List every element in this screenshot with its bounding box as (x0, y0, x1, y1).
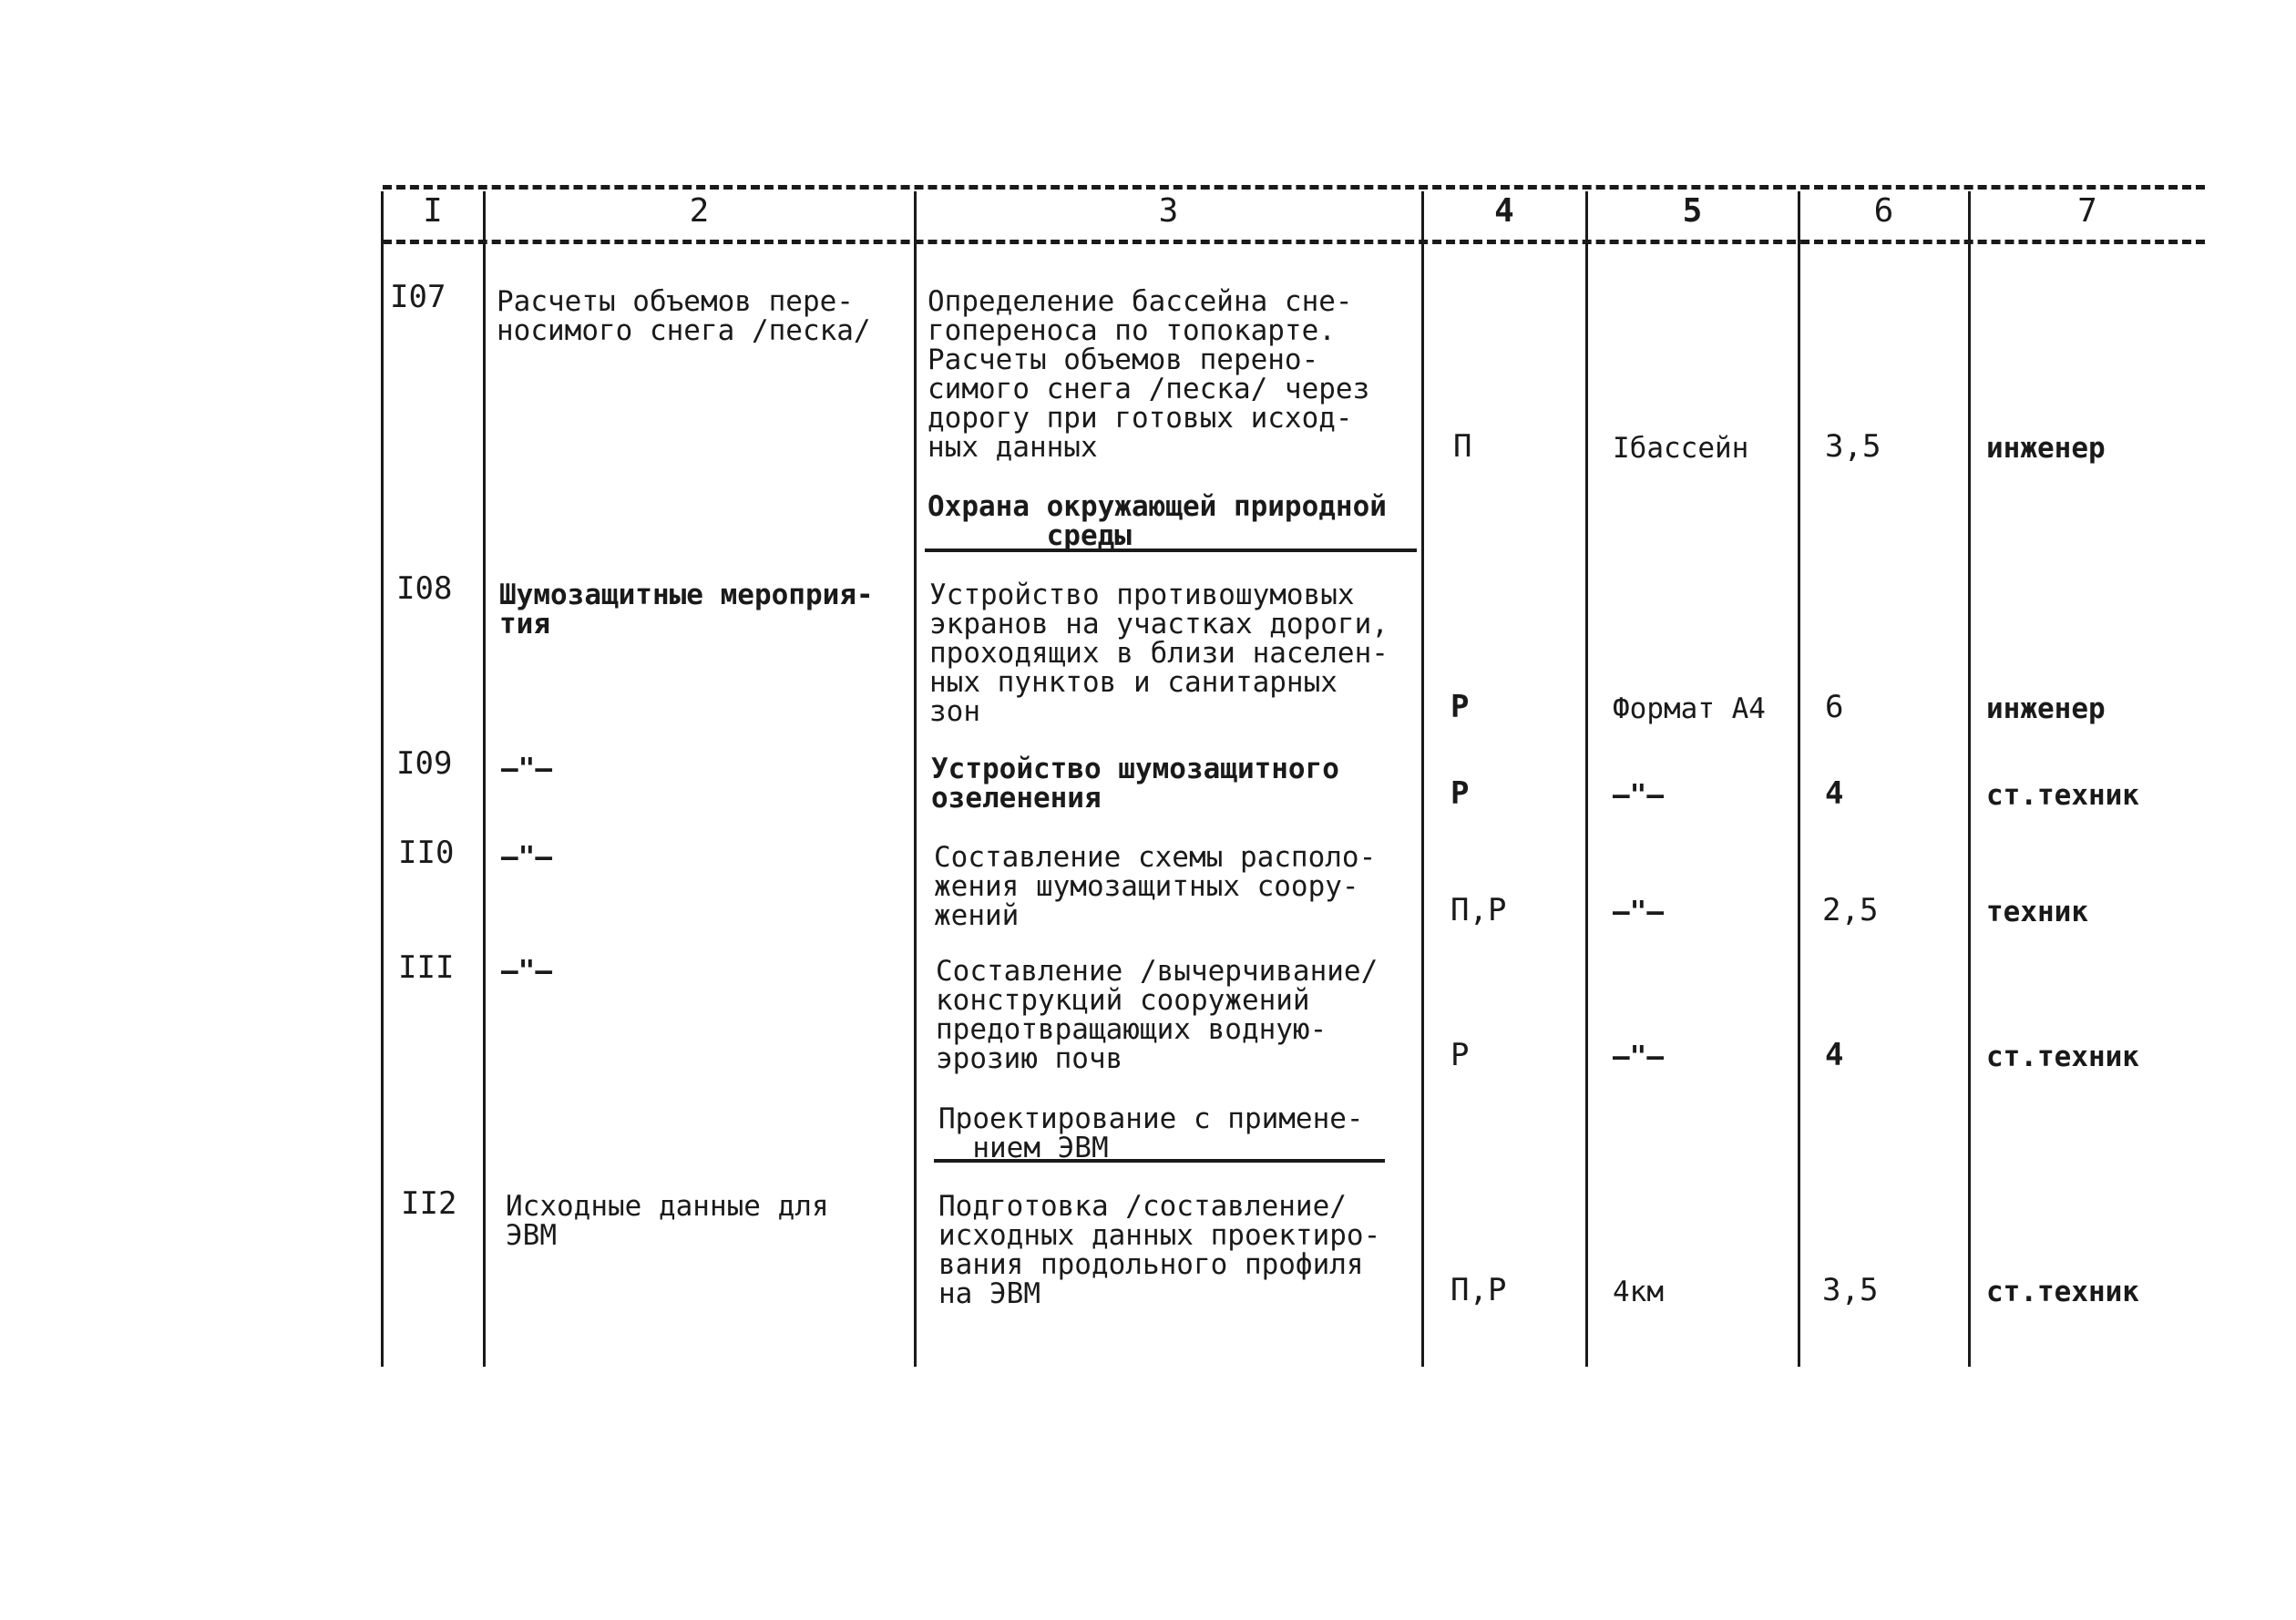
performer-cell: ст.техник (1986, 1276, 2139, 1308)
row-number: I09 (396, 745, 453, 782)
column-line-4 (1421, 191, 1424, 1367)
work-name: –"– (501, 955, 552, 988)
header-top-rule (383, 185, 2205, 190)
norm-cell: 4 (1825, 775, 1844, 812)
column-line-5 (1585, 191, 1588, 1367)
section-underline (925, 549, 1417, 552)
norm-cell: 2,5 (1822, 892, 1879, 928)
work-name: Расчеты объемов пере- носимого снега /песка/ (497, 285, 871, 347)
row-number: II2 (401, 1185, 457, 1222)
work-name: Исходные данные для ЭВМ (506, 1190, 829, 1252)
norm-cell: 4 (1825, 1037, 1844, 1073)
unit-cell: Формат А4 (1613, 692, 1766, 725)
column-line-1 (381, 191, 384, 1367)
performer-cell: ст.техник (1986, 1041, 2139, 1073)
stage-cell: Р (1450, 689, 1470, 725)
performer-cell: техник (1986, 896, 2088, 928)
header-col-1: I (423, 192, 443, 230)
column-line-7 (1968, 191, 1971, 1367)
column-line-3 (914, 191, 917, 1367)
row-number: II0 (398, 835, 455, 871)
column-line-2 (483, 191, 486, 1367)
row-number: III (398, 949, 455, 986)
header-col-7: 7 (2077, 192, 2097, 230)
work-name: –"– (501, 841, 552, 874)
header-col-3: 3 (1158, 192, 1179, 230)
norm-cell: 3,5 (1822, 1272, 1879, 1308)
header-col-4: 4 (1494, 192, 1514, 230)
stage-cell: П,Р (1450, 892, 1507, 928)
header-col-6: 6 (1873, 192, 1894, 230)
column-line-6 (1798, 191, 1800, 1367)
unit-cell: –"– (1613, 896, 1664, 928)
header-bottom-rule (383, 240, 2205, 244)
header-col-5: 5 (1682, 192, 1703, 230)
performer-cell: инженер (1986, 432, 2106, 465)
row-number: I07 (390, 279, 446, 315)
work-name: —"– (501, 753, 552, 785)
work-description: Определение бассейна сне- гопереноса по топокарте. Расчеты объемов перено- симого снега /песка/ через дорогу при готовых исход- ных данных (928, 285, 1370, 464)
work-description: Устройство противошумовых экранов на участках дороги, проходящих в близи населен- ных пунктов и санитарных зон (929, 579, 1389, 728)
header-col-2: 2 (689, 192, 710, 230)
unit-cell: –"– (1613, 779, 1664, 812)
row-number: I08 (396, 570, 453, 607)
performer-cell: инженер (1986, 692, 2106, 725)
section-heading: Проектирование с примене- нием ЭВМ (938, 1102, 1364, 1164)
section-heading: Охрана окружающей природной среды (928, 490, 1387, 552)
stage-cell: П,Р (1450, 1272, 1507, 1308)
section-underline (934, 1159, 1385, 1163)
unit-cell: –"– (1613, 1041, 1664, 1073)
performer-cell: ст.техник (1986, 779, 2139, 812)
stage-cell: Р (1450, 1037, 1470, 1073)
unit-cell: 4км (1613, 1276, 1664, 1308)
norm-cell: 3,5 (1825, 428, 1881, 465)
work-description: Составление схемы располо- жения шумозащитных соору- жений (934, 841, 1377, 932)
work-name: Шумозащитные мероприя- тия (499, 579, 874, 641)
work-description: Устройство шумозащитного озеленения (931, 753, 1339, 815)
norm-cell: 6 (1825, 689, 1844, 725)
work-description: Составление /вычерчивание/ конструкций сооружений предотвращающих водную- эрозию почв (936, 955, 1379, 1075)
work-description: Подготовка /составление/ исходных данных проектиро- вания продольного профиля на ЭВМ (938, 1190, 1381, 1310)
unit-cell: Iбассейн (1613, 432, 1749, 465)
stage-cell: Р (1450, 775, 1470, 812)
stage-cell: П (1453, 428, 1472, 465)
